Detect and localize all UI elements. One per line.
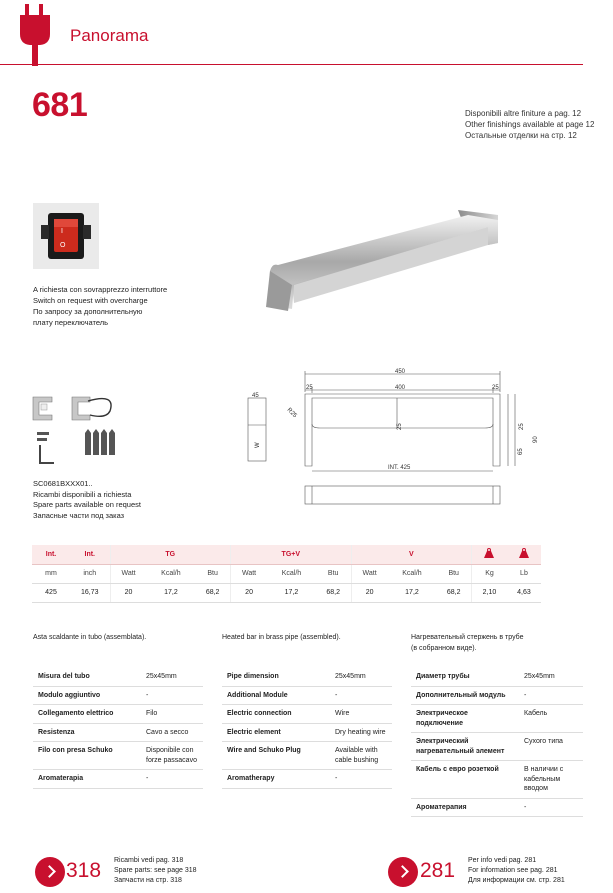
arrow-right-icon[interactable] [388, 857, 418, 887]
property-value: Wire [330, 705, 392, 724]
spare-caption-it: Ricambi disponibili a richiesta [33, 489, 132, 499]
spec-header-v: V [351, 545, 472, 564]
property-value: Cavo a secco [141, 723, 203, 742]
property-row [33, 668, 203, 686]
property-value: - [141, 686, 203, 705]
svg-text:I: I [61, 228, 63, 235]
weight-kg-icon [472, 545, 507, 564]
dim-65: 65 [518, 448, 524, 455]
footer-left-it: Ricambi vedi pag. 318 [114, 857, 184, 864]
property-key: Aromatherapy [222, 770, 330, 789]
unit-cell: Watt [110, 564, 147, 583]
value-cell: 20 [351, 583, 388, 602]
value-cell: 16,73 [70, 583, 110, 602]
property-value: 25x45mm [519, 668, 583, 686]
properties-en [222, 668, 392, 789]
spec-values-row [32, 583, 541, 602]
dim-25-left: 25 [306, 385, 313, 391]
spare-code: SC0681BXXX01.. [33, 479, 93, 488]
property-row [222, 770, 392, 789]
unit-cell: Btu [436, 564, 471, 583]
property-key: Resistenza [33, 723, 141, 742]
spare-parts-caption [33, 479, 141, 521]
dim-25-inner: 25 [397, 423, 403, 430]
plug-icon [18, 4, 52, 66]
property-key: Filo con presa Schuko [33, 742, 141, 770]
info-note [468, 856, 565, 886]
properties-it [33, 668, 203, 789]
value-cell: 2,10 [472, 583, 507, 602]
spare-caption-en: Spare parts available on request [33, 500, 141, 509]
property-key: Modulo aggiuntivo [33, 686, 141, 705]
svg-text:O: O [60, 242, 66, 249]
finishes-en: Other finishings available at page 12 [465, 120, 595, 129]
spec-header-tg: TG [110, 545, 231, 564]
property-key: Электрический нагревательный элемент [411, 733, 519, 761]
switch-caption-ru2: плату переключатель [33, 318, 109, 327]
value-cell: 20 [110, 583, 147, 602]
dim-w: W [255, 442, 261, 448]
footer-right-en: For information see pag. 281 [468, 867, 558, 874]
property-value: - [141, 770, 203, 789]
property-value: - [519, 798, 583, 817]
unit-cell: Kcal/h [147, 564, 196, 583]
finishes-ru: Остальные отделки на стр. 12 [465, 131, 577, 140]
property-key: Electric connection [222, 705, 330, 724]
product-image [258, 205, 503, 315]
value-cell: 4,63 [507, 583, 541, 602]
switch-caption-en: Switch on request with overcharge [33, 296, 148, 305]
model-number: 681 [32, 86, 88, 124]
property-value: Сухого типа [519, 733, 583, 761]
dim-400: 400 [395, 385, 406, 391]
property-key: Диаметр трубы [411, 668, 519, 686]
unit-cell: mm [32, 564, 70, 583]
unit-cell: Lb [507, 564, 541, 583]
description-ru [411, 632, 523, 654]
property-row [222, 723, 392, 742]
property-value: - [330, 770, 392, 789]
property-row [222, 705, 392, 724]
unit-cell: inch [70, 564, 110, 583]
header-rule [0, 64, 583, 65]
unit-cell: Watt [351, 564, 388, 583]
description-en: Heated bar in brass pipe (assembled). [222, 634, 341, 641]
spec-header-int-inch: Int. [70, 545, 110, 564]
property-key: Ароматерапия [411, 798, 519, 817]
property-row [411, 798, 583, 817]
value-cell: 17,2 [388, 583, 437, 602]
finishes-note [465, 108, 594, 141]
unit-cell: Kcal/h [267, 564, 316, 583]
property-value: Filo [141, 705, 203, 724]
property-row [33, 770, 203, 789]
property-value: Disponibile con forze passacavo [141, 742, 203, 770]
value-cell: 425 [32, 583, 70, 602]
dim-90: 90 [533, 436, 539, 443]
property-value: - [519, 686, 583, 705]
arrow-right-icon[interactable] [35, 857, 65, 887]
dim-450: 450 [395, 369, 406, 375]
properties-ru [411, 668, 583, 817]
dim-25-right: 25 [492, 385, 499, 391]
property-row [222, 742, 392, 770]
unit-cell: Btu [195, 564, 230, 583]
footer-right-ru: Для информации см. стр. 281 [468, 877, 565, 884]
property-row [411, 705, 583, 733]
info-page[interactable]: 281 [420, 859, 456, 882]
description-ru-line2: (в собранном виде). [411, 645, 477, 652]
property-key: Electric element [222, 723, 330, 742]
property-value: 25x45mm [141, 668, 203, 686]
property-key: Collegamento elettrico [33, 705, 141, 724]
switch-caption-ru1: По запросу за дополнительную [33, 307, 143, 316]
property-value: В наличии с кабельным вводом [519, 761, 583, 799]
spare-parts-image [30, 395, 120, 470]
property-row [33, 742, 203, 770]
spec-header-tgv: TG+V [231, 545, 352, 564]
dim-int-425: INT. 425 [388, 465, 411, 471]
property-row [411, 686, 583, 705]
property-value: 25x45mm [330, 668, 392, 686]
property-value: Dry heating wire [330, 723, 392, 742]
spec-units-row [32, 564, 541, 583]
unit-cell: Btu [316, 564, 351, 583]
property-row [411, 668, 583, 686]
property-key: Aromaterapia [33, 770, 141, 789]
footer-left-en: Spare parts: see page 318 [114, 867, 197, 874]
unit-cell: Kg [472, 564, 507, 583]
description-ru-line1: Нагревательный стержень в трубе [411, 634, 524, 641]
spec-header-row [32, 545, 541, 564]
spec-table [32, 545, 541, 603]
unit-cell: Kcal/h [388, 564, 437, 583]
dim-25-side: 25 [519, 423, 525, 430]
property-row [33, 686, 203, 705]
property-key: Электрическое подключение [411, 705, 519, 733]
value-cell: 17,2 [147, 583, 196, 602]
footer-left-ru: Запчасти на стр. 318 [114, 877, 182, 884]
property-key: Additional Module [222, 686, 330, 705]
spec-header-int-mm: Int. [32, 545, 70, 564]
switch-caption-it: A richiesta con sovrapprezzo interruttore [33, 285, 168, 294]
property-key: Кабель с евро розеткой [411, 761, 519, 799]
spare-caption-ru: Запасные части под заказ [33, 510, 125, 520]
value-cell: 68,2 [195, 583, 230, 602]
property-row [411, 733, 583, 761]
property-row [33, 705, 203, 724]
value-cell: 68,2 [436, 583, 471, 602]
dim-r25: R25 [285, 407, 298, 420]
switch-caption [33, 284, 167, 328]
dim-45: 45 [252, 393, 259, 399]
spare-parts-note [114, 856, 197, 886]
unit-cell: Watt [231, 564, 268, 583]
property-value: Кабель [519, 705, 583, 733]
value-cell: 68,2 [316, 583, 351, 602]
footer-right-it: Per info vedi pag. 281 [468, 857, 537, 864]
property-row [411, 761, 583, 799]
finishes-it: Disponibili altre finiture a pag. 12 [465, 109, 582, 118]
property-key: Pipe dimension [222, 668, 330, 686]
technical-drawing [240, 368, 555, 513]
switch-photo [33, 203, 99, 269]
property-row [33, 723, 203, 742]
property-value: Available with cable bushing [330, 742, 392, 770]
property-key: Wire and Schuko Plug [222, 742, 330, 770]
property-key: Misura del tubo [33, 668, 141, 686]
description-it: Asta scaldante in tubo (assemblata). [33, 634, 147, 641]
property-key: Дополнительный модуль [411, 686, 519, 705]
property-row [222, 668, 392, 686]
value-cell: 20 [231, 583, 268, 602]
spare-parts-page[interactable]: 318 [66, 859, 102, 882]
property-value: - [330, 686, 392, 705]
brand-title: Panorama [70, 26, 149, 45]
property-row [222, 686, 392, 705]
value-cell: 17,2 [267, 583, 316, 602]
weight-lb-icon [507, 545, 541, 564]
